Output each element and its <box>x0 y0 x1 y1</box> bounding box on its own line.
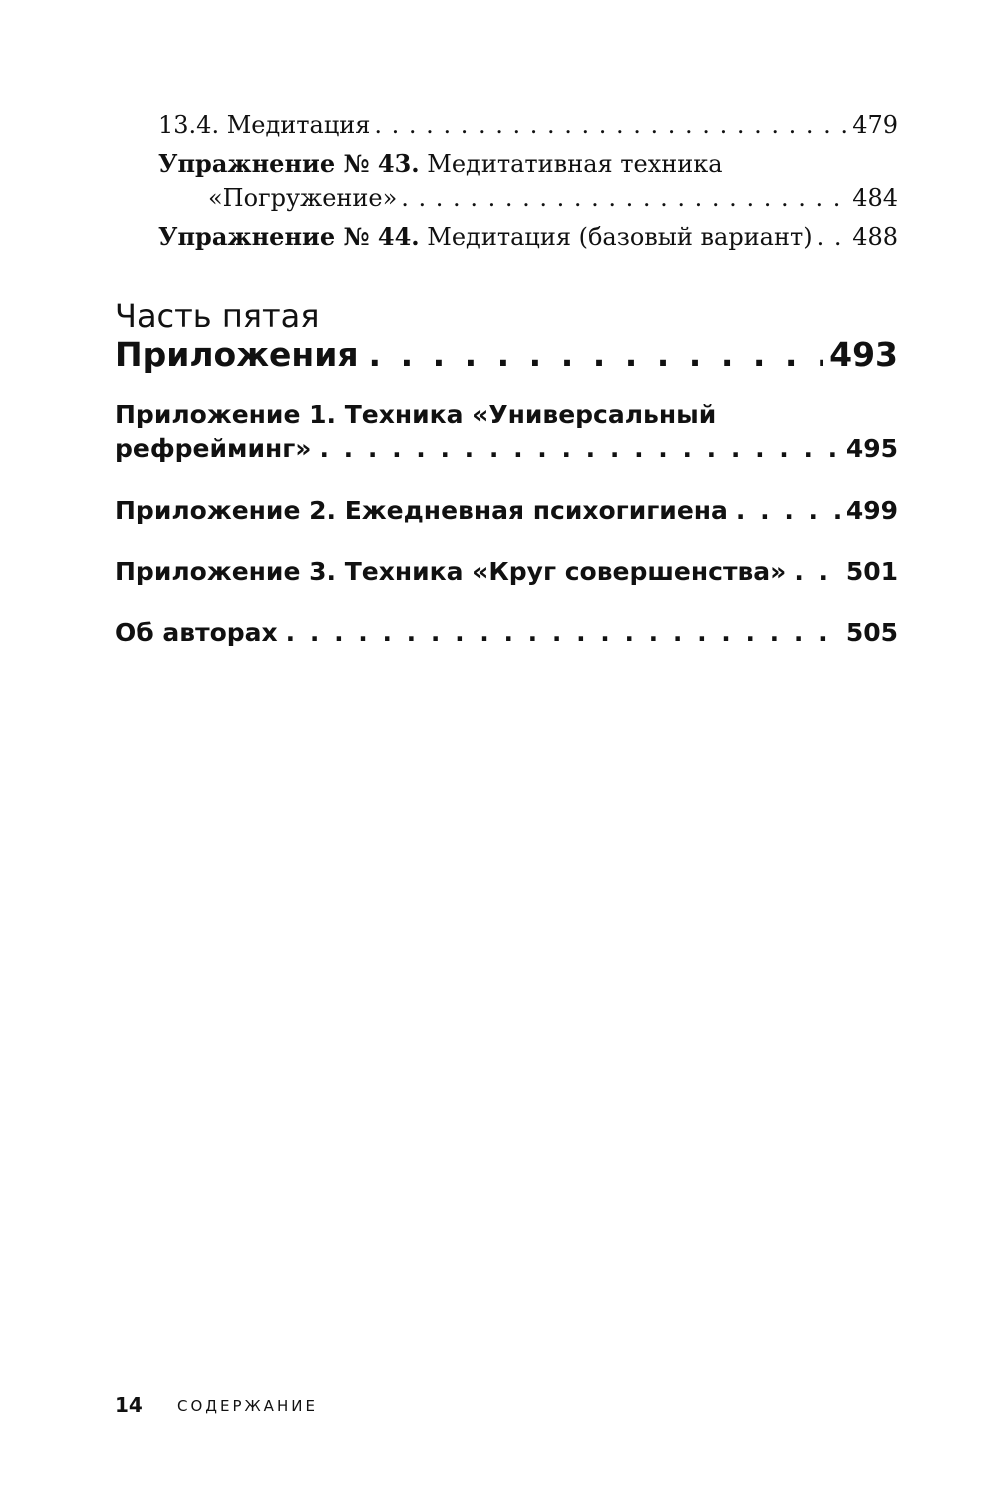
toc-entry-about-authors[interactable] <box>115 616 898 650</box>
dot-leader <box>369 334 824 376</box>
toc-entry-appendix-2[interactable] <box>115 494 898 528</box>
toc-entry-title: Приложение 1. Техника «Универсальный <box>115 400 717 429</box>
dot-leader <box>817 220 849 254</box>
toc-entry-prefix: Упражнение № 44. <box>158 222 420 251</box>
toc-entry-exercise-43-cont[interactable] <box>208 181 898 215</box>
toc-entry-title: Приложение 2. Ежедневная психогигиена <box>115 496 728 525</box>
toc-entry-meditation[interactable] <box>158 108 898 142</box>
part-title: Приложения <box>115 335 359 374</box>
part-title-entry[interactable] <box>115 334 898 376</box>
toc-entry-prefix: Упражнение № 43. <box>158 149 420 178</box>
running-footer: СОДЕРЖАНИЕ <box>177 1397 318 1415</box>
dot-leader <box>319 432 841 466</box>
toc-entry-appendix-1-cont[interactable] <box>115 432 898 466</box>
dot-leader <box>794 555 842 589</box>
toc-entry-title: «Погружение» <box>208 184 398 212</box>
toc-entry-appendix-1[interactable] <box>115 398 898 432</box>
toc-entry-page: 479 <box>852 111 898 139</box>
page-number: 14 <box>115 1393 143 1417</box>
toc-entry-page: 488 <box>852 223 898 251</box>
toc-entry-title: Медитация (базовый вариант) <box>419 223 813 251</box>
toc-entry-page: 501 <box>845 557 898 586</box>
part-page: 493 <box>829 335 898 374</box>
toc-entry-title: Приложение 3. Техника «Круг совершенства» <box>115 557 787 586</box>
dot-leader <box>374 108 848 142</box>
toc-entry-title: Об авторах <box>115 618 278 647</box>
toc-entry-page: 495 <box>845 434 898 463</box>
toc-entry-title: Медитативная техника <box>419 150 723 178</box>
toc-entry-exercise-44[interactable] <box>158 220 898 254</box>
dot-leader <box>286 616 842 650</box>
toc-entry-appendix-3[interactable] <box>115 555 898 589</box>
part-label: Часть пятая <box>115 297 320 335</box>
dot-leader <box>401 181 848 215</box>
toc-entry-page: 499 <box>845 496 898 525</box>
toc-entry-exercise-43[interactable] <box>158 147 898 181</box>
toc-entry-title: рефрейминг» <box>115 434 312 463</box>
toc-entry-page: 505 <box>845 618 898 647</box>
dot-leader <box>736 494 842 528</box>
toc-entry-title: 13.4. Медитация <box>158 111 371 139</box>
toc-entry-page: 484 <box>852 184 898 212</box>
